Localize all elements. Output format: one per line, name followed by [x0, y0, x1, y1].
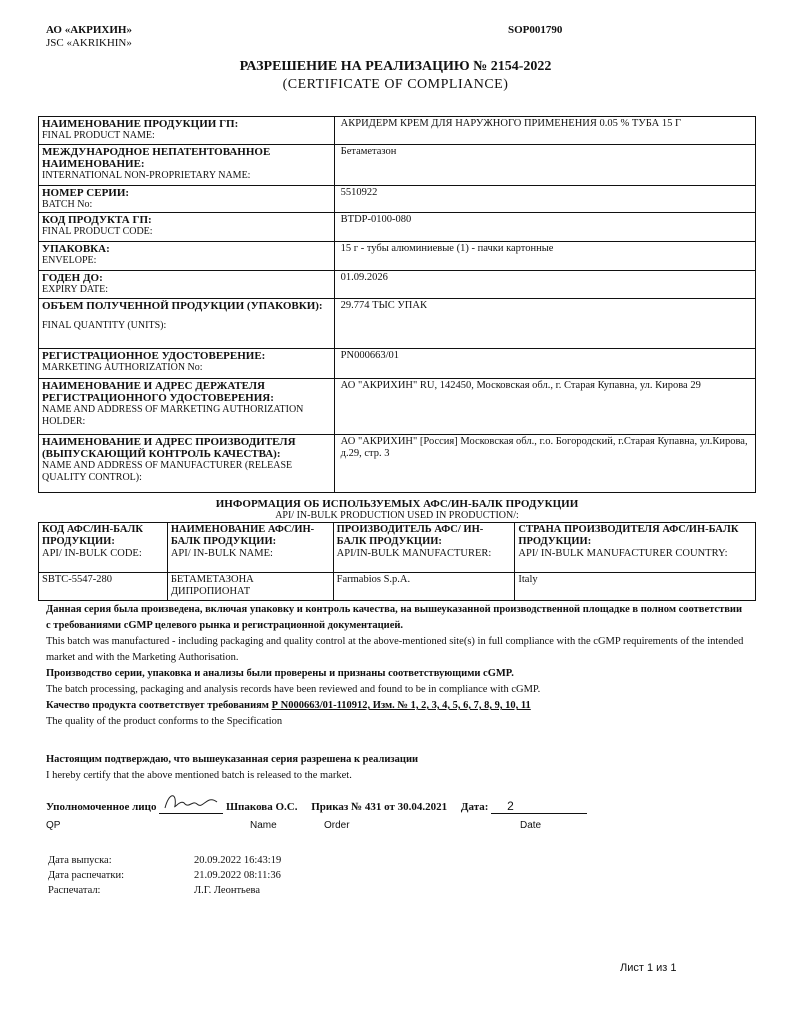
field-row-manufacturer: [39, 435, 756, 493]
field-label-ru: ОБЪЕМ ПОЛУЧЕННОЙ ПРОДУКЦИИ (УПАКОВКИ):: [42, 300, 323, 312]
field-value-product-code: BTDP-0100-080: [334, 213, 755, 242]
caption-name: Name: [250, 820, 277, 831]
field-label-en: MARKETING AUTHORIZATION No:: [42, 362, 203, 373]
api-column-header: [515, 523, 756, 573]
field-label-en: FINAL QUANTITY (UNITS):: [42, 320, 167, 331]
api-column-en: API/ IN-BULK CODE:: [42, 548, 142, 559]
api-section-subheading: API/ IN-BULK PRODUCTION USED IN PRODUCTION/:: [275, 510, 519, 521]
date-label: Дата:: [460, 801, 489, 813]
field-label-ru: НОМЕР СЕРИИ:: [42, 187, 130, 199]
field-label-en: BATCH No:: [42, 199, 93, 210]
field-label-en: ENVELOPE:: [42, 255, 97, 266]
statement-quality-label: Качество продукта соответствует требованиям: [46, 700, 269, 711]
product-info-table: [38, 116, 756, 493]
handwritten-signature: [159, 798, 223, 814]
field-value-envelope: 15 г - тубы алюминиевые (1) - пачки картонные: [334, 242, 755, 271]
api-country: Italy: [515, 573, 756, 601]
signature-line: [46, 798, 746, 814]
api-section-heading: ИНФОРМАЦИЯ ОБ ИСПОЛЬЗУЕМЫХ АФС/ИН-БАЛК ПРОДУКЦИИ: [215, 498, 579, 510]
field-label-ru: ГОДЕН ДО:: [42, 272, 103, 284]
qp-name: Шпакова О.С.: [225, 801, 298, 813]
field-row-batch: [39, 186, 756, 213]
release-value: 20.09.2022 16:43:19: [194, 855, 282, 866]
field-value-marketing-auth: PN000663/01: [334, 349, 755, 379]
field-label-en: FINAL PRODUCT NAME:: [42, 130, 155, 141]
release-info: [46, 852, 297, 899]
qp-label: Уполномоченное лицо: [46, 801, 157, 813]
order-reference: Приказ № 431 от 30.04.2021: [311, 801, 448, 813]
release-value: Л.Г. Леонтьева: [194, 885, 260, 896]
specification-reference: Р N000663/01-110912, Изм. № 1, 2, 3, 4, 5, 6, 7, 8, 9, 10, 11: [271, 700, 531, 711]
field-row-envelope: [39, 242, 756, 271]
company-name-ru: АО «АКРИХИН»: [46, 24, 132, 36]
field-row-inn: [39, 145, 756, 186]
release-label: Распечатал:: [48, 885, 101, 896]
field-label-ru: МЕЖДУНАРОДНОЕ НЕПАТЕНТОВАННОЕ НАИМЕНОВАНИЕ:: [42, 146, 271, 170]
field-label-en: FINAL PRODUCT CODE:: [42, 226, 153, 237]
certificate-title: РАЗРЕШЕНИЕ НА РЕАЛИЗАЦИЮ № 2154-2022: [239, 59, 552, 74]
statement-batch-ru: Данная серия была произведена, включая упаковку и контроль качества, на вышеуказанной производственной площадке в полном соответствии с требованиями cGMP целевого рынка и регистрационной документацией.: [46, 604, 743, 631]
field-row-auth-holder: [39, 379, 756, 435]
field-label-ru: КОД ПРОДУКТА ГП:: [42, 214, 152, 226]
api-table: [38, 522, 756, 601]
document-number: SOP001790: [508, 24, 563, 36]
field-label-ru: РЕГИСТРАЦИОННОЕ УДОСТОВЕРЕНИЕ:: [42, 350, 266, 362]
release-label: Дата выпуска:: [48, 855, 112, 866]
field-label-en: EXPIRY DATE:: [42, 284, 109, 295]
field-value-expiry: 01.09.2026: [334, 271, 755, 299]
statement-batch-en: This batch was manufactured - including packaging and quality control at the above-mentioned site(s) in full compliance with the cGMP requirements of the intended market and with the Marketing Authorisation.: [46, 636, 744, 663]
field-label-ru: НАИМЕНОВАНИЕ ПРОДУКЦИИ ГП:: [42, 118, 239, 130]
api-column-header: [167, 523, 333, 573]
certificate-subtitle: (CERTIFICATE OF COMPLIANCE): [282, 77, 509, 92]
certify-en: I hereby certify that the above mentioned batch is released to the market.: [46, 770, 352, 781]
compliance-statements: [46, 602, 746, 730]
field-row-expiry: [39, 271, 756, 299]
certify-ru: Настоящим подтверждаю, что вышеуказанная серия разрешена к реализации: [46, 754, 419, 765]
field-value-inn: Бетаметазон: [334, 145, 755, 186]
field-value-auth-holder: АО "АКРИХИН" RU, 142450, Московская обл., г. Старая Купавна, ул. Кирова 29: [334, 379, 755, 435]
field-value-product-name: АКРИДЕРМ КРЕМ ДЛЯ НАРУЖНОГО ПРИМЕНЕНИЯ 0.05 % ТУБА 15 Г: [334, 117, 755, 145]
api-name: БЕТАМЕТАЗОНА ДИПРОПИОНАТ: [167, 573, 333, 601]
field-value-quantity: 29.774 ТЫС УПАК: [334, 299, 755, 349]
api-column-ru: СТРАНА ПРОИЗВОДИТЕЛЯ АФС/ИН-БАЛК ПРОДУКЦИИ:: [518, 524, 739, 547]
api-column-header: [39, 523, 168, 573]
certification-statement: [46, 752, 746, 784]
statement-quality-ru: [46, 698, 746, 714]
date-stamp: [491, 799, 587, 814]
release-row: [48, 854, 295, 867]
field-label-en: NAME AND ADDRESS OF MANUFACTURER (RELEASE QUALITY CONTROL):: [42, 460, 293, 483]
release-row: [48, 869, 295, 882]
caption-date: Date: [520, 820, 542, 831]
signature-scribble-icon: [159, 790, 223, 812]
statement-quality-en: The quality of the product conforms to the Specification: [46, 716, 283, 727]
field-label-en: INTERNATIONAL NON-PROPRIETARY NAME:: [42, 170, 251, 181]
api-table-row: [39, 573, 756, 601]
api-manufacturer: Farmabios S.p.A.: [333, 573, 515, 601]
company-name: [46, 24, 132, 50]
api-column-en: API/IN-BULK MANUFACTURER:: [336, 548, 492, 559]
field-row-marketing-auth: [39, 349, 756, 379]
field-value-manufacturer: АО "АКРИХИН" [Россия] Московская обл., г.о. Богородский, г.Старая Купавна, ул.Кирова, д.29, стр. 3: [334, 435, 755, 493]
field-label-en: NAME AND ADDRESS OF MARKETING AUTHORIZATION HOLDER:: [42, 404, 304, 427]
api-column-header: [333, 523, 515, 573]
caption-qp: QP: [46, 820, 61, 831]
company-name-en: JSC «AKRIKHIN»: [46, 37, 132, 49]
api-column-ru: НАИМЕНОВАНИЕ АФС/ИН-БАЛК ПРОДУКЦИИ:: [170, 524, 315, 547]
signature-captions: [46, 820, 566, 834]
release-label: Дата распечатки:: [48, 870, 125, 881]
field-value-batch: 5510922: [334, 186, 755, 213]
api-table-header: [39, 523, 756, 573]
field-row-quantity: [39, 299, 756, 349]
release-row: [48, 884, 295, 897]
caption-order: Order: [324, 820, 350, 831]
field-label-ru: НАИМЕНОВАНИЕ И АДРЕС ПРОИЗВОДИТЕЛЯ (ВЫПУСКАЮЩИЙ КОНТРОЛЬ КАЧЕСТВА):: [42, 436, 296, 460]
date-value: 2: [507, 799, 514, 813]
release-value: 21.09.2022 08:11:36: [194, 870, 281, 881]
field-label-ru: НАИМЕНОВАНИЕ И АДРЕС ДЕРЖАТЕЛЯ РЕГИСТРАЦИОННОГО УДОСТОВЕРЕНИЯ:: [42, 380, 274, 404]
api-code: SBTC-5547-280: [39, 573, 168, 601]
api-column-en: API/ IN-BULK MANUFACTURER COUNTRY:: [518, 548, 728, 559]
api-column-ru: ПРОИЗВОДИТЕЛЬ АФС/ ИН-БАЛК ПРОДУКЦИИ:: [336, 524, 484, 547]
statement-records-en: The batch processing, packaging and analysis records have been reviewed and found to be in compliance with cGMP.: [46, 684, 541, 695]
api-column-ru: КОД АФС/ИН-БАЛК ПРОДУКЦИИ:: [42, 524, 143, 547]
field-row-product-code: [39, 213, 756, 242]
field-label-ru: УПАКОВКА:: [42, 243, 110, 255]
api-column-en: API/ IN-BULK NAME:: [170, 548, 273, 559]
field-row-product-name: [39, 117, 756, 145]
statement-records-ru: Производство серии, упаковка и анализы были проверены и признаны соответствующими cGMP.: [46, 668, 514, 679]
page-counter: Лист 1 из 1: [620, 962, 677, 974]
